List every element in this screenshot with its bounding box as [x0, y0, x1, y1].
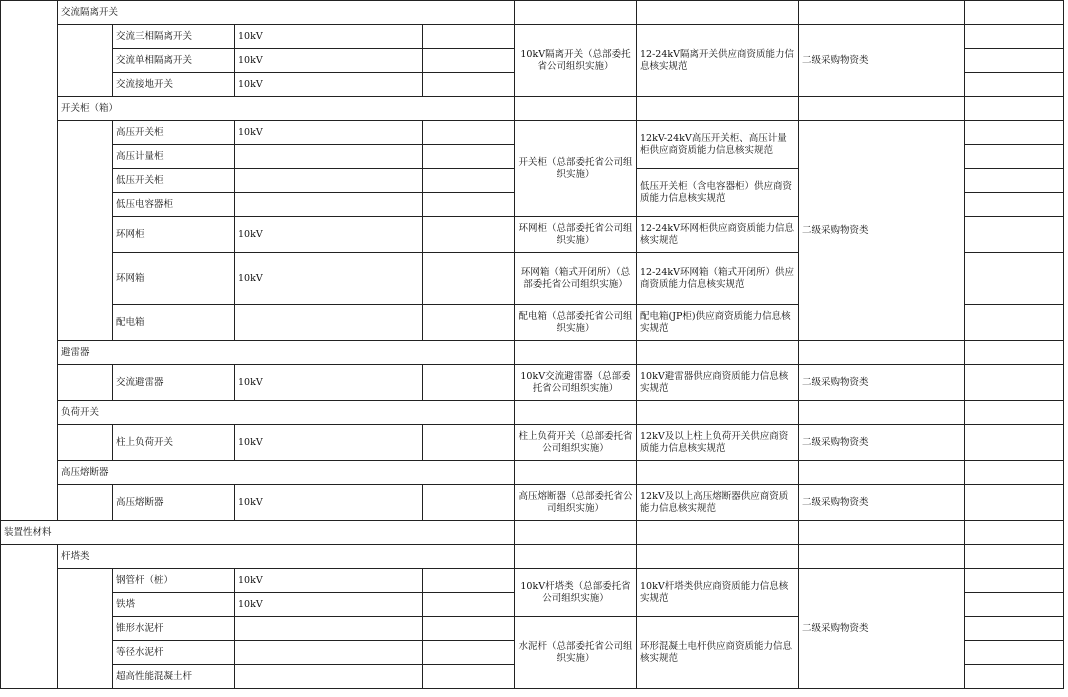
verification-spec: 12kV及以上柱上负荷开关供应商资质能力信息核实规范	[637, 425, 799, 461]
blank-cell	[423, 593, 515, 617]
item-voltage: 10kV	[235, 485, 423, 521]
blank-cell	[423, 193, 515, 217]
blank-cell	[965, 97, 1064, 121]
blank-cell	[799, 521, 965, 545]
item-name: 高压开关柜	[113, 121, 235, 145]
purchase-group: 开关柜（总部委托省公司组织实施）	[515, 121, 637, 217]
purchase-group: 水泥杆（总部委托省公司组织实施）	[515, 617, 637, 689]
blank-cell	[423, 25, 515, 49]
item-name: 高压熔断器	[113, 485, 235, 521]
indent-cell	[58, 485, 113, 521]
blank-cell	[515, 341, 637, 365]
procurement-level: 二级采购物资类	[799, 425, 965, 461]
blank-cell	[515, 1, 637, 25]
blank-cell	[965, 1, 1064, 25]
outer-indent-cell	[1, 1, 58, 25]
verification-spec: 12-24kV隔离开关供应商资质能力信息核实规范	[637, 25, 799, 97]
item-voltage: 10kV	[235, 425, 423, 461]
item-voltage: 10kV	[235, 73, 423, 97]
blank-cell	[637, 1, 799, 25]
outer-indent-cell	[1, 401, 58, 461]
item-name: 柱上负荷开关	[113, 425, 235, 461]
blank-cell	[965, 665, 1064, 689]
blank-cell	[515, 97, 637, 121]
item-name: 交流避雷器	[113, 365, 235, 401]
indent-cell	[58, 569, 113, 689]
indent-cell	[58, 425, 113, 461]
blank-cell	[423, 145, 515, 169]
procurement-level: 二级采购物资类	[799, 121, 965, 341]
blank-cell	[423, 253, 515, 305]
item-voltage: 10kV	[235, 217, 423, 253]
blank-cell	[637, 401, 799, 425]
category-header: 避雷器	[58, 341, 515, 365]
blank-cell	[965, 217, 1064, 253]
blank-cell	[965, 401, 1064, 425]
verification-spec: 12-24kV环网柜供应商资质能力信息核实规范	[637, 217, 799, 253]
item-name: 锥形水泥杆	[113, 617, 235, 641]
blank-cell	[515, 401, 637, 425]
blank-cell	[799, 1, 965, 25]
blank-cell	[423, 217, 515, 253]
verification-spec: 低压开关柜（含电容器柜）供应商资质能力信息核实规范	[637, 169, 799, 217]
purchase-group: 10kV交流避雷器（总部委托省公司组织实施）	[515, 365, 637, 401]
outer-indent-cell	[1, 341, 58, 401]
blank-cell	[515, 521, 637, 545]
item-name: 交流接地开关	[113, 73, 235, 97]
blank-cell	[423, 121, 515, 145]
item-name: 环网柜	[113, 217, 235, 253]
item-name: 配电箱	[113, 305, 235, 341]
outer-indent-cell	[1, 97, 58, 341]
procurement-level: 二级采购物资类	[799, 25, 965, 97]
item-name: 低压电容器柜	[113, 193, 235, 217]
blank-cell	[965, 121, 1064, 145]
item-name: 环网箱	[113, 253, 235, 305]
blank-cell	[965, 341, 1064, 365]
blank-cell	[423, 485, 515, 521]
blank-cell	[965, 461, 1064, 485]
purchase-group: 配电箱（总部委托省公司组织实施）	[515, 305, 637, 341]
verification-spec: 10kV杆塔类供应商资质能力信息核实规范	[637, 569, 799, 617]
indent-cell	[58, 365, 113, 401]
blank-cell	[799, 545, 965, 569]
blank-cell	[423, 365, 515, 401]
purchase-group: 环网箱（箱式开闭所）（总部委托省公司组织实施）	[515, 253, 637, 305]
item-name: 交流单相隔离开关	[113, 49, 235, 73]
blank-cell	[423, 665, 515, 689]
blank-cell	[965, 73, 1064, 97]
blank-cell	[637, 461, 799, 485]
blank-cell	[799, 97, 965, 121]
blank-cell	[965, 169, 1064, 193]
blank-cell	[965, 485, 1064, 521]
blank-cell	[965, 593, 1064, 617]
blank-cell	[423, 641, 515, 665]
purchase-group: 10kV杆塔类（总部委托省公司组织实施）	[515, 569, 637, 617]
blank-cell	[965, 305, 1064, 341]
item-name: 高压计量柜	[113, 145, 235, 169]
item-voltage	[235, 617, 423, 641]
blank-cell	[423, 425, 515, 461]
item-voltage	[235, 145, 423, 169]
category-header: 开关柜（箱）	[58, 97, 515, 121]
major-category-header: 装置性材料	[1, 521, 515, 545]
blank-cell	[637, 521, 799, 545]
blank-cell	[637, 341, 799, 365]
verification-spec: 环形混凝土电杆供应商资质能力信息核实规范	[637, 617, 799, 689]
item-voltage: 10kV	[235, 121, 423, 145]
outer-indent-cell	[1, 461, 58, 521]
blank-cell	[965, 641, 1064, 665]
item-name: 钢管杆（桩）	[113, 569, 235, 593]
item-voltage	[235, 641, 423, 665]
verification-spec: 10kV避雷器供应商资质能力信息核实规范	[637, 365, 799, 401]
blank-cell	[965, 253, 1064, 305]
category-header: 高压熔断器	[58, 461, 515, 485]
blank-cell	[965, 521, 1064, 545]
verification-spec: 12kV-24kV高压开关柜、高压计量柜供应商资质能力信息核实规范	[637, 121, 799, 169]
procurement-level: 二级采购物资类	[799, 569, 965, 689]
item-name: 低压开关柜	[113, 169, 235, 193]
item-voltage	[235, 665, 423, 689]
category-header: 负荷开关	[58, 401, 515, 425]
blank-cell	[965, 49, 1064, 73]
blank-cell	[965, 545, 1064, 569]
item-voltage	[235, 193, 423, 217]
blank-cell	[423, 73, 515, 97]
blank-cell	[965, 425, 1064, 461]
procurement-level: 二级采购物资类	[799, 485, 965, 521]
blank-cell	[799, 341, 965, 365]
blank-cell	[423, 569, 515, 593]
purchase-group: 柱上负荷开关（总部委托省公司组织实施）	[515, 425, 637, 461]
item-voltage: 10kV	[235, 49, 423, 73]
item-name: 等径水泥杆	[113, 641, 235, 665]
blank-cell	[965, 193, 1064, 217]
blank-cell	[799, 461, 965, 485]
blank-cell	[799, 401, 965, 425]
item-name: 超高性能混凝土杆	[113, 665, 235, 689]
item-voltage: 10kV	[235, 365, 423, 401]
blank-cell	[515, 461, 637, 485]
blank-cell	[965, 25, 1064, 49]
category-header: 交流隔离开关	[58, 1, 515, 25]
item-name: 铁塔	[113, 593, 235, 617]
item-voltage: 10kV	[235, 593, 423, 617]
outer-indent-cell	[1, 25, 58, 97]
category-header: 杆塔类	[58, 545, 515, 569]
blank-cell	[965, 145, 1064, 169]
item-voltage: 10kV	[235, 25, 423, 49]
item-name: 交流三相隔离开关	[113, 25, 235, 49]
blank-cell	[423, 305, 515, 341]
procurement-level: 二级采购物资类	[799, 365, 965, 401]
blank-cell	[637, 545, 799, 569]
verification-spec: 配电箱(JP柜)供应商资质能力信息核实规范	[637, 305, 799, 341]
item-voltage	[235, 305, 423, 341]
blank-cell	[423, 49, 515, 73]
item-voltage: 10kV	[235, 253, 423, 305]
purchase-group: 10kV隔离开关（总部委托省公司组织实施）	[515, 25, 637, 97]
verification-spec: 12-24kV环网箱（箱式开闭所）供应商资质能力信息核实规范	[637, 253, 799, 305]
blank-cell	[965, 569, 1064, 593]
blank-cell	[965, 617, 1064, 641]
blank-cell	[965, 365, 1064, 401]
indent-cell	[58, 121, 113, 341]
verification-spec: 12kV及以上高压熔断器供应商资质能力信息核实规范	[637, 485, 799, 521]
purchase-group: 高压熔断器（总部委托省公司组织实施）	[515, 485, 637, 521]
purchase-group: 环网柜（总部委托省公司组织实施）	[515, 217, 637, 253]
blank-cell	[423, 617, 515, 641]
indent-cell	[58, 25, 113, 97]
blank-cell	[515, 545, 637, 569]
item-voltage: 10kV	[235, 569, 423, 593]
blank-cell	[423, 169, 515, 193]
item-voltage	[235, 169, 423, 193]
blank-cell	[637, 97, 799, 121]
outer-indent-cell	[1, 545, 58, 689]
